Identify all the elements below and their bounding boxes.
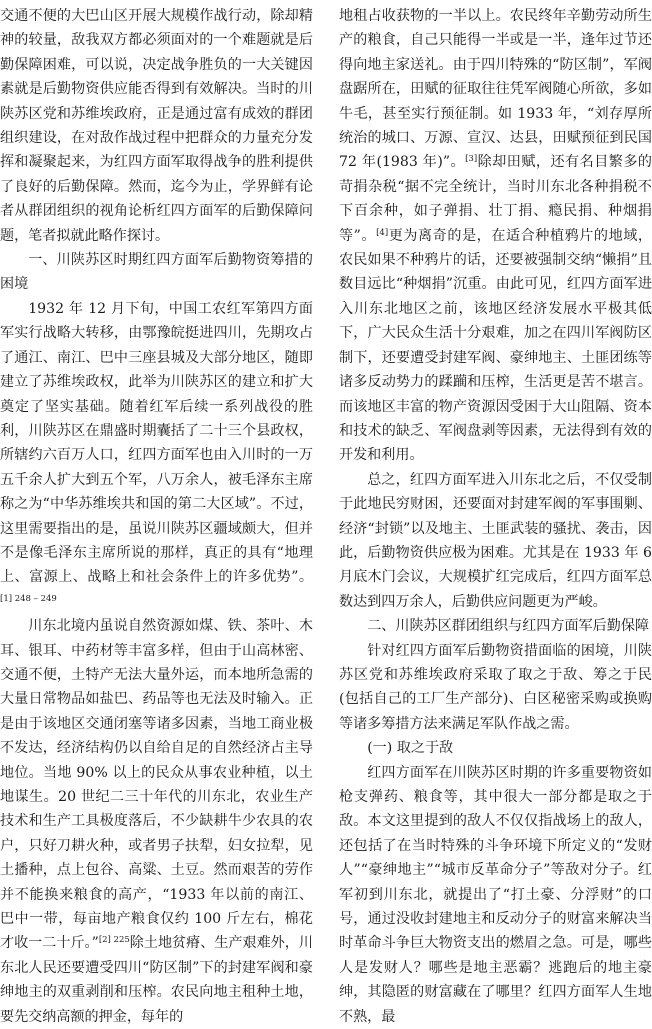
paragraph-text: 1932 年 12 月下旬，中国工农红军第四方面军实行战略大转移，由鄂豫皖挺进四川，先期攻占了通江、南江、巴中三座县城及大部分地区，随即建立了苏维埃政权，此举为川陕苏区的建立和扩大奠定了坚实基础。随着红军后续一系列战役的胜利，川陕苏区在鼎盛时期囊括了二十三个县政权，所辖约六百万人口，红四方面军也由入川时的一万五千余人扩大到五个军，八万余人，被毛泽东主席称之为“中华苏维埃共和国的第二大区域”。不过，这里需要指出的是，虽说川陕苏区疆域颇大，但并不是像毛泽东主席所说的那样，真正的具有“地理上、富源上、战略上和社会条件上的许多优势”。 bbox=[0, 300, 313, 586]
right-column bbox=[339, 4, 652, 1025]
left-column bbox=[0, 4, 313, 1025]
paragraph-summary: 总之，红四方面军进入川东北之后，不仅受制于此地民穷财困，还要面对封建军阀的军事围剿、经济“封锁”以及地主、土匪武装的骚扰、袭击，因此，后勤物资供应极为困难。尤其是在 1933 年 6 月底木门会议，大规模扩红完成后，红四方面军总数达到四万余人，后勤供应问题更为严峻。 bbox=[339, 471, 652, 610]
paragraph-text: 地租占收获物的一半以上。农民终年辛勤劳动所生产的粮食，自己只能得一半或是一半，逢年过节还得向地主家送礼。由于四川特殊的“防区制”，军阀盘踞所在，田赋的征取往往凭军阀随心所欲，多如牛毛，甚至实行预征制。如 1933 年，“刘存厚所统治的城口、万源、宣汉、达县，田赋预征到民国 72 年(1983 年)”。 bbox=[339, 8, 652, 171]
paragraph-chuandongbei-resources bbox=[0, 614, 313, 1029]
citation-ref: [2] 225 bbox=[98, 935, 130, 946]
paragraph-text: 更为离奇的是，在适合种植鸦片的地域，农民如果不种鸦片的话，还要被强制交纳“懒捐”且数目远比“种烟捐”沉重。由此可见，红四方面军进入川东北地区之前，该地区经济发展水平极其低下，广大民众生活十分艰难，加之在四川军阀防区制下，还要遭受封建军阀、豪绅地主、土匪团练等诸多反动势力的蹂躏和压榨，生活更是苦不堪言。而该地区丰富的物产资源因受困于大山阻隔、资本和技术的缺乏、军阀盘剥等因素，无法得到有效的开发和利用。 bbox=[339, 227, 652, 464]
paragraph-intro-continued: 交通不便的大巴山区开展大规模作战行动，除却精神的较量，敌我双方都必须面对的一个难题就是后勤保障困难，可以说，决定战争胜负的一大关键因素就是后勤物资供应能否得到有效解决。当时的川陕苏区党和苏维埃政府，正是通过富有成效的群团组织建设，在对敌作战过程中把群众的力量充分发挥和凝聚起来，为红四方面军取得战争的胜利提供了良好的后勤保障。然而，迄今为止，学界鲜有论者从群团组织的视角论析红四方面军的后勤保障问题，笔者拟就此略作探讨。 bbox=[0, 8, 313, 244]
paragraph-text: 除土地贫瘠、生产艰难外，川东北人民还要遭受四川“防区制”下的封建军阀和豪绅地主的双重剥削和压榨。农民向地主租种土地，要先交纳高额的押金，每年的 bbox=[0, 935, 313, 1025]
paragraph-take-from-enemy: 红四方面军在川陕苏区时期的许多重要物资如枪支弹药、粮食等，其中很大一部分都是取之于敌。本文这里提到的敌人不仅仅指战场上的敌人，还包括了在当时特殊的斗争环境下所定义的“发财人”“豪绅地主”“城市反革命分子”等敌对分子。红军初到川东北，就提出了“打土豪、分浮财”的口号，通过没收封建地主和反动分子的财富来解决当时革命斗争巨大物资支出的燃眉之急。可是，哪些人是发财人？哪些是地主恶霸？逃跑后的地主豪绅，其隐匿的财富藏在了哪里？红四方面军人生地不熟，最 bbox=[339, 764, 652, 1025]
subsection-heading-1: (一) 取之于敌 bbox=[367, 740, 454, 757]
paragraph-text: 川东北境内虽说自然资源如煤、铁、茶叶、木耳、银耳、中药材等丰富多样，但由于山高林密、交通不便，土特产无法大量外运，而本地所急需的大量日常物品如盐巴、药品等也无法及时输入。正是由于该地区交通闭塞等诸多因素，当地工商业极不发达，经济结构仍以自给自足的自然经济占主导地位。当地 90% 以上的民众从事农业种植，以土地谋生。20 世纪二三十年代的川东北，农业生产技术和生产工具极度落后，不少缺耕牛少农具的农户，只好刀耕火种，或者男子扶犁，妇女拉犁，见土播种，点上包谷、高粱、土豆。然而艰苦的劳作并不能换来粮食的高产，“1933 年以前的南江、巴中一带，每亩地产粮食仅约 100 斤左右，棉花才收一二十斤。” bbox=[0, 618, 313, 952]
citation-ref: [1] 248 – 249 bbox=[0, 593, 57, 604]
paragraph-rent-taxes-continued bbox=[339, 4, 652, 468]
section-heading-2: 二、川陕苏区群团组织与红四方面军后勤保障 bbox=[367, 618, 650, 635]
paragraph-1932-transfer bbox=[0, 297, 313, 614]
citation-ref: [3] bbox=[465, 154, 478, 165]
section-heading-1: 一、川陕苏区时期红四方面军后勤物资筹措的困境 bbox=[0, 252, 313, 293]
paragraph-text: 除却田赋，还有名目繁多的苛捐杂税“据不完全统计，当时川东北各种捐税不下百余种，如子弹捐、壮丁捐、瘾民捐、种烟捐等”。 bbox=[339, 154, 652, 244]
citation-ref: [4] bbox=[376, 227, 389, 238]
paragraph-methods: 针对红四方面军后勤物资措面临的困境，川陕苏区党和苏维埃政府采取了取之于敌、筹之于民(包括自己的工厂生产部分)、白区秘密采购或换购等诸多筹措方法来满足军队作战之需。 bbox=[339, 642, 652, 732]
